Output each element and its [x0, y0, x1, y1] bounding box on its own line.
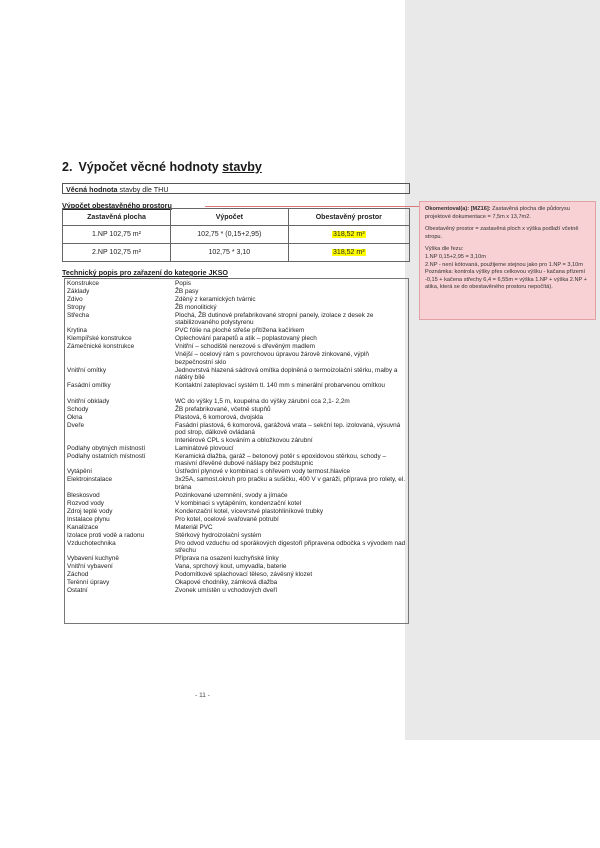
header-calculation: Výpočet: [171, 209, 289, 226]
spec-value: 3x25A, samost.okruh pro pračku a sušičku, 400 V v garáži, příprava pro rolety, el. brána: [175, 476, 406, 491]
highlighted-value: 318,52 m³: [333, 231, 365, 238]
spec-key: Podlahy obytných místností: [67, 445, 146, 452]
header-built-volume: Obestavěný prostor: [288, 209, 409, 226]
spec-value: WC do výšky 1,5 m, koupelna do výšky zárubní cca 2,1- 2,2m: [175, 397, 350, 405]
header-built-area: Zastavěná plocha: [63, 209, 171, 226]
spec-value: Zděný z keramických tvárnic: [175, 296, 256, 303]
spec-value: Oplechování parapetů a atik – poplastovaný plech: [175, 335, 317, 343]
comment-line-text: Poznámka: kontrola výšky přes celkovou výšku - kačana přízemí -0,15 + kačena střechy 6,4 = 6,55m = výška 1.NP + výška 2.NP + atika, která se do obestavěného prostoru nepočítá).: [425, 269, 587, 291]
value-title-rest: stavby dle THU: [117, 185, 169, 194]
comment-para: [425, 206, 590, 221]
table-cell: 2.NP 102,75 m²: [63, 244, 171, 262]
spec-value: ŽB pasy: [175, 288, 199, 295]
spec-key: Klempířské konstrukce: [67, 335, 132, 343]
spec-value: Vnitřní – schodiště nerezové s dřevěným madlem: [175, 343, 315, 351]
spec-table: [64, 278, 409, 624]
volume-table: [62, 208, 410, 262]
spec-value: Vana, sprchový kout, umyvadla, baterie: [175, 563, 287, 571]
spec-key: Základy: [67, 288, 90, 295]
spec-value: Popis: [175, 280, 191, 287]
spec-key: Střecha: [67, 312, 90, 319]
spec-value: ŽB monolitický: [175, 304, 217, 311]
spec-value: Pro odvod vzduchu od sporákových digestoří připravena odbočka s vývodem nad střechu: [175, 539, 406, 555]
spec-value: Stěrkový hydroizolační systém: [175, 531, 262, 539]
spec-value: Podomítkové splachovací těleso, závěsný klozet: [175, 571, 313, 579]
spec-key: Instalace plynu: [67, 515, 110, 523]
spec-value: Vnější – ocelový rám s povrchovou úpravou žárově zinkované, výplň bezpečnostní sklo: [175, 351, 369, 366]
spec-value: Plastová, 6 komorová, dvojskla: [175, 413, 264, 421]
spec-key: Záchod: [67, 571, 89, 579]
spec-key: Konstrukce: [67, 280, 99, 287]
spec-value: Jednovrstvá hlazená sádrová omítka doplněná o termoizolační stěrku, malby a nátěry bílé: [175, 366, 398, 382]
comment-text: Zastavěná plocha dle půdorysu projektové dokumentace = 7,5m x 13,7m2.: [425, 206, 570, 220]
table-cell: 102,75 * 3,10: [171, 244, 289, 262]
spec-key: Zámečnické konstrukce: [67, 343, 135, 351]
comment-para: Obestavěný prostor = zastavěná ploch x výška podlaží včetně stropu.: [425, 226, 579, 240]
volume-table-header: [63, 209, 410, 226]
heading-text: Výpočet věcné hodnoty: [78, 160, 219, 174]
comment-line-text: Výška dle řezu:: [425, 246, 464, 253]
spec-value: Materiál PVC: [175, 523, 213, 531]
spec-key: Fasádní omítky: [67, 382, 111, 390]
spec-value: Keramická dlažba, garáž – betonový potěr s epoxidovou stěrkou, schody – masivní dřevěné dubové nášlapy bez podstupnic: [175, 453, 387, 468]
value-title-box: [62, 183, 410, 194]
table-row: [63, 244, 410, 262]
spec-key: Vzduchotechnika: [67, 539, 116, 547]
spec-value: Okapové chodníky, zámková dlažba: [175, 579, 278, 587]
spec-value: Kontaktní zateplovací systém tl. 140 mm s minerální probarvenou omítkou: [175, 382, 385, 390]
spec-value: Ústřední plynové v kombinaci s ohřevem vody termost.hlavice: [175, 468, 351, 476]
table-cell: 1.NP 102,75 m²: [63, 226, 171, 244]
table-cell: [288, 244, 409, 262]
highlighted-value: 318,52 m³: [333, 249, 365, 256]
spec-key: Okna: [67, 413, 83, 421]
spec-value: Laminátové plovoucí: [175, 445, 234, 452]
spec-key: Terénní úpravy: [67, 579, 110, 587]
table-row: [63, 226, 410, 244]
spec-key: Bleskosvod: [67, 491, 100, 499]
page-number: - 11 -: [195, 692, 210, 699]
spec-value: Pro kotel, ocelové svařované potrubí: [175, 515, 279, 523]
table-cell: [288, 226, 409, 244]
comment-line-text: 1.NP 0,15+2,95 = 3,10m: [425, 253, 486, 260]
volume-subheading: Výpočet obestavěného prostoru: [62, 201, 172, 210]
spec-value: V kombinaci s vytápěním, kondenzační kotel: [175, 499, 302, 507]
spec-value: Pozinkované uzemnění, svody a jímače: [175, 491, 288, 499]
spec-value: Zvonek umístěn u vchodových dveří: [175, 587, 278, 595]
spec-key: Stropy: [67, 304, 86, 311]
spec-key: Krytina: [67, 327, 87, 335]
spec-value: Příprava na osazení kuchyňské linky: [175, 555, 279, 563]
heading-number: 2.: [62, 160, 73, 174]
comment-connector-line: [405, 206, 419, 207]
spec-key: Vnitřní vybavení: [67, 563, 113, 571]
spec-key: Elektroinstalace: [67, 476, 113, 484]
section-heading: [62, 160, 262, 174]
spec-value: Kondenzační kotel, vícevrstvé plastohliníkové trubky: [175, 507, 324, 515]
comment-author: Okomentoval(a): [MZ16]:: [425, 206, 491, 212]
value-title-bold: Věcná hodnota: [66, 185, 118, 194]
heading-underlined-word: stavby: [222, 160, 262, 174]
spec-subheading: Technický popis pro zařazení do kategorie JKSO: [62, 268, 229, 277]
comment-margin-pane: [405, 0, 600, 740]
spec-value: Interiérové CPL s kováním a obložkovou zárubní: [175, 437, 313, 444]
spec-key: Vnitřní omítky: [67, 366, 107, 374]
spec-key: Vybavení kuchyně: [67, 555, 119, 563]
spec-key: Rozvod vody: [67, 499, 104, 507]
spec-key: Zdroj teplé vody: [67, 507, 113, 515]
comment-balloon[interactable]: [419, 201, 596, 320]
spec-key: Ostatní: [67, 587, 88, 595]
comment-anchor-line: [205, 206, 405, 207]
spec-key: Zdivo: [67, 296, 83, 303]
spec-key: Schody: [67, 405, 89, 413]
spec-key: Kanalizace: [67, 523, 99, 531]
spec-value: PVC fólie na ploché střeše přitížena kačírkem: [175, 327, 305, 335]
spec-value: ŽB prefabrikované, včetně stupňů: [175, 405, 271, 413]
spec-key: Vytápění: [67, 468, 92, 476]
spec-value: Fasádní plastová, 6 komorová, garážová vrata – sekční tep. izolovaná, výsuvná pod strop, dálkově ovládaná: [175, 421, 401, 436]
spec-key: Izolace proti vodě a radonu: [67, 531, 145, 539]
spec-key: Dveře: [67, 421, 85, 429]
spec-key: Podlahy ostatních místností: [67, 453, 146, 460]
table-cell: 102,75 * (0,15+2,95): [171, 226, 289, 244]
spec-value: Plochá, ŽB dutinové prefabrikované stropní panely, izolace z desek ze stabilizovaného polystyrenu: [175, 312, 374, 327]
spec-key: Vnitřní obklady: [67, 397, 110, 405]
comment-line-text: 2.NP - není kótovaná, použijeme stejnou jako pro 1.NP = 3,10m: [425, 261, 583, 268]
